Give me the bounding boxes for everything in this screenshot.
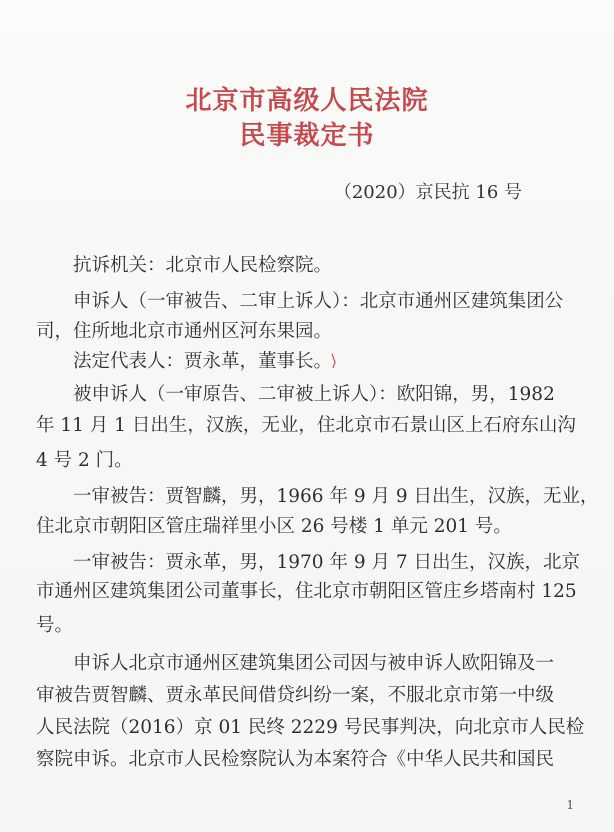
- red-pen-mark-icon: [330, 352, 340, 370]
- second-defendant-line: 一审被告：贾永革，男，1970 年 9 月 7 日出生，汉族，北京: [73, 552, 581, 573]
- page-number: 1: [566, 798, 574, 812]
- appellant-address-line: 司，住所地北京市通州区河东果园。: [36, 321, 333, 342]
- first-defendant-address-line: 住北京市朝阳区管庄瑞祥里小区 26 号楼 1 单元 201 号。: [36, 516, 512, 537]
- respondent-details-line: 年 11 月 1 日出生，汉族，无业，住北京市石景山区上石府东山沟: [36, 415, 576, 436]
- respondent-line: 被申诉人（一审原告、二审被上诉人）：欧阳锦，男，1982: [73, 384, 555, 405]
- document-type-title: 民事裁定书: [239, 121, 375, 151]
- second-defendant-details-line: 市通州区建筑集团公司董事长，住北京市朝阳区管庄乡塔南村 125: [36, 581, 577, 602]
- respondent-address-line: 4 号 2 门。: [36, 450, 133, 471]
- case-summary-line-4: 察院申诉。北京市人民检察院认为本案符合《中华人民共和国民: [36, 749, 555, 770]
- case-summary-line-3: 人民法院（2016）京 01 民终 2229 号民事判决，向北京市人民检: [36, 717, 585, 738]
- appellant-line: 申诉人（一审被告、二审上诉人）：北京市通州区建筑集团公: [73, 291, 564, 312]
- case-summary-line-2: 审被告贾智麟、贾永革民间借贷纠纷一案，不服北京市第一中级: [36, 685, 555, 706]
- case-summary-line-1: 申诉人北京市通州区建筑集团公司因与被申诉人欧阳锦及一: [73, 653, 555, 674]
- first-defendant-line: 一审被告：贾智麟，男，1966 年 9 月 9 日出生，汉族，无业，: [73, 486, 599, 507]
- court-name-title: 北京市高级人民法院: [185, 86, 429, 116]
- case-number: （2020）京民抗 16 号: [333, 182, 522, 203]
- second-defendant-address-line: 号。: [36, 615, 74, 636]
- protest-organ-line: 抗诉机关：北京市人民检察院。: [73, 255, 333, 276]
- legal-representative-line: 法定代表人：贾永革，董事长。: [73, 351, 333, 372]
